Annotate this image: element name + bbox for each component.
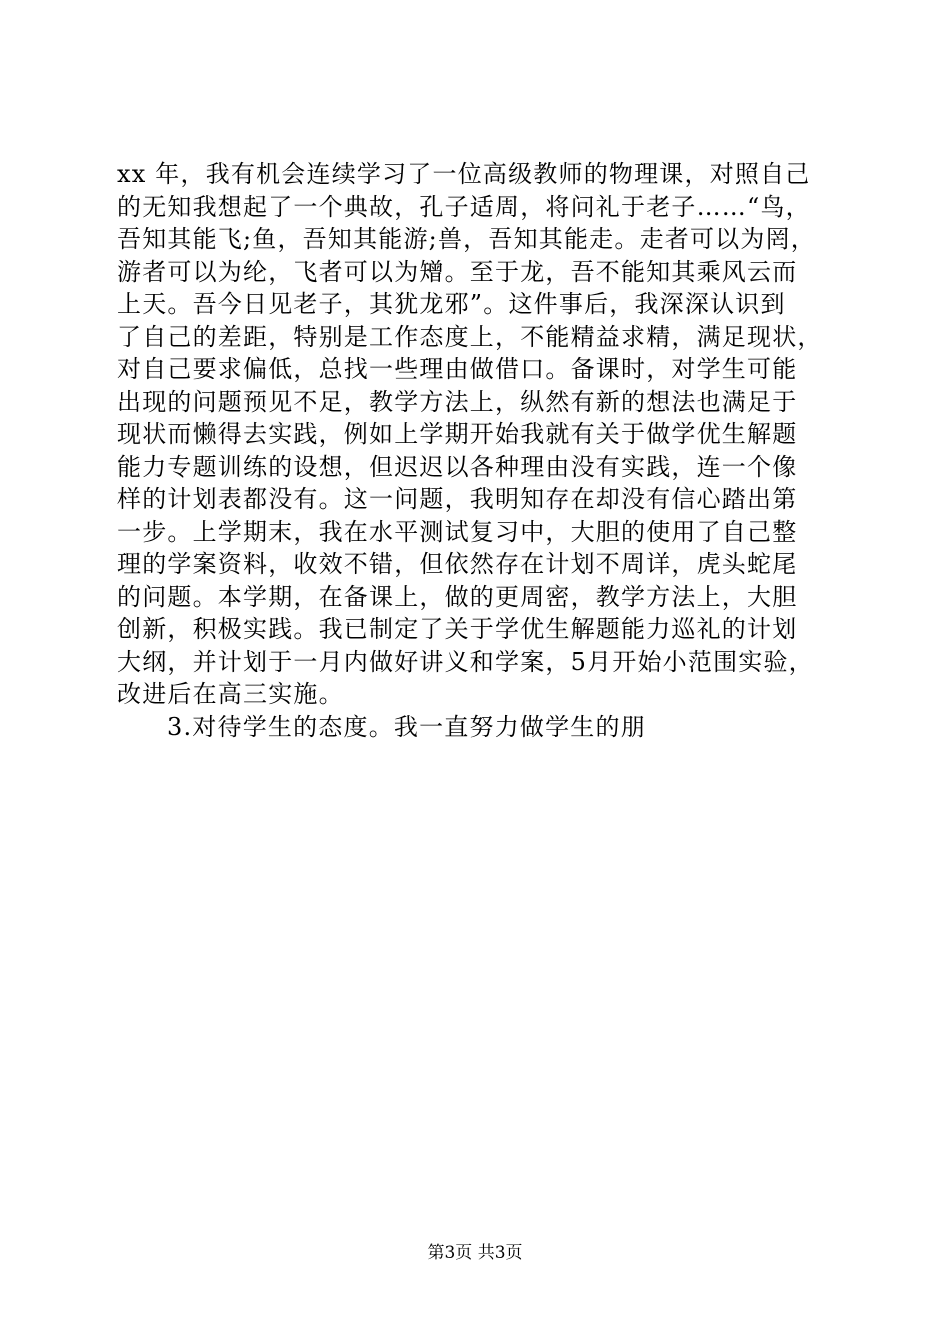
section-heading-line: 3.对待学生的态度。我一直努力做学生的朋 xyxy=(167,712,646,741)
paragraph-line: 的问题。本学期，在备课上，做的更周密，教学方法上，大胆 xyxy=(117,582,798,611)
paragraph-line: 对自己要求偏低，总找一些理由做借口。备课时，对学生可能 xyxy=(117,355,798,383)
paragraph-line: 了自己的差距，特别是工作态度上，不能精益求精，满足现状， xyxy=(117,322,823,351)
paragraph-line: 的无知我想起了一个典故，孔子适周，将问礼于老子……“鸟， xyxy=(117,192,811,221)
paragraph-line: 改进后在高三实施。 xyxy=(117,680,344,708)
paragraph-line: 样的计划表都没有。这一问题，我明知存在却没有信心踏出第 xyxy=(117,485,798,513)
paragraph-line: 理的学案资料，收效不错，但依然存在计划不周详，虎头蛇尾 xyxy=(117,550,798,578)
paragraph-line: 游者可以为纶，飞者可以为矰。至于龙，吾不能知其乘风云而 xyxy=(117,257,798,286)
paragraph-line: 大纲，并计划于一月内做好讲义和学案，5月开始小范围实验， xyxy=(117,647,814,676)
paragraph-line: 创新，积极实践。我已制定了关于学优生解题能力巡礼的计划 xyxy=(117,615,798,643)
paragraph-line: 吾知其能飞;鱼，吾知其能游;兽，吾知其能走。走者可以为罔， xyxy=(117,225,816,253)
paragraph-line: 出现的问题预见不足，教学方法上，纵然有新的想法也满足于 xyxy=(117,387,798,416)
paragraph-line: 能力专题训练的设想，但迟迟以各种理由没有实践，连一个像 xyxy=(117,452,798,481)
paragraph-line: xx 年，我有机会连续学习了一位高级教师的物理课，对照自己 xyxy=(117,160,811,188)
page-footer: 第3页 共3页 xyxy=(427,1243,523,1263)
body-text xyxy=(117,158,837,743)
paragraph-line: 一步。上学期末，我在水平测试复习中，大胆的使用了自己整 xyxy=(117,517,798,546)
paragraph-line: 现状而懒得去实践，例如上学期开始我就有关于做学优生解题 xyxy=(117,420,798,448)
paragraph-line: 上天。吾今日见老子，其犹龙邪”。这件事后，我深深认识到 xyxy=(117,290,786,318)
